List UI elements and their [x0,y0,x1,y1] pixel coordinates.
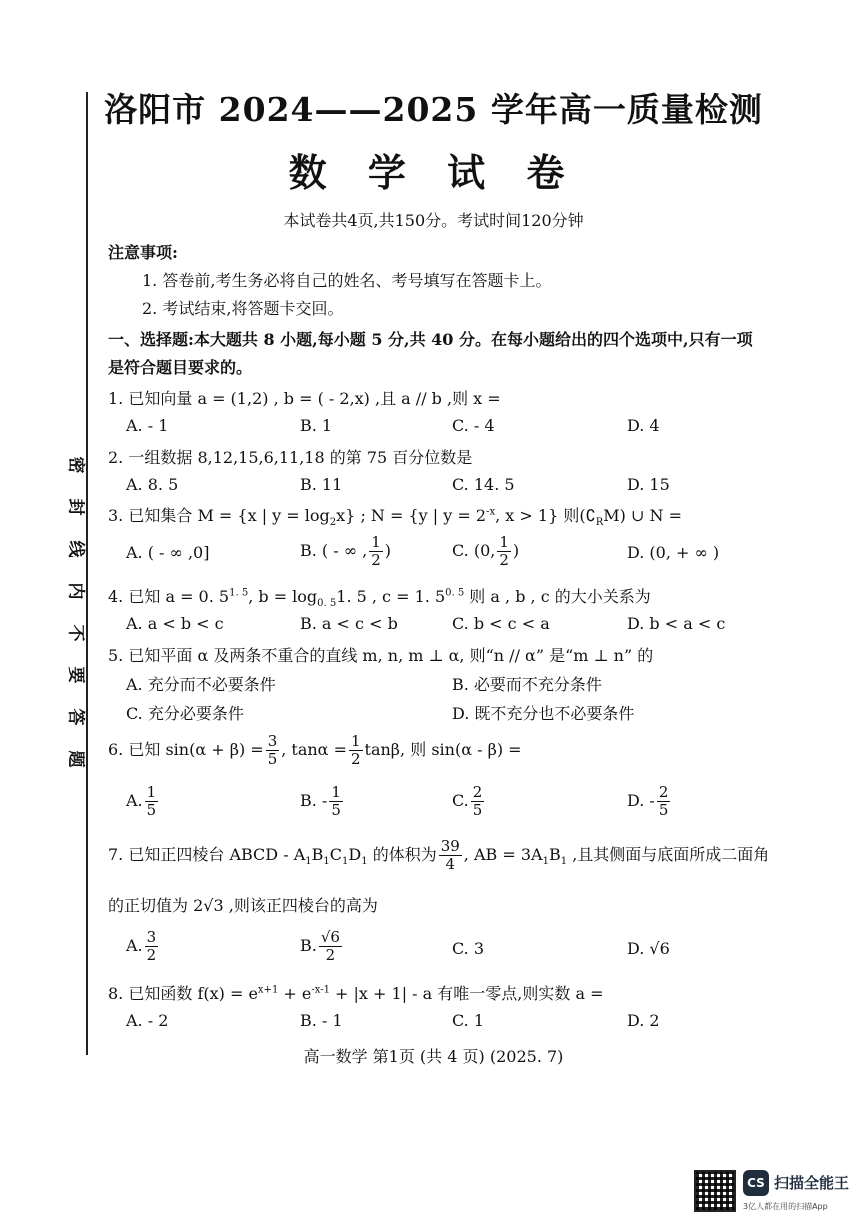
q3-option-b: B. ( - ∞ , $\frac{1}{2}$ ) [300,533,392,569]
q2-option-d: D. 15 [627,475,670,494]
q7-option-d: D. √6 [627,939,670,958]
side-char: 线 [65,540,85,558]
q3-option-a: A. ( - ∞ ,0] [126,543,210,562]
q8-option-a: A. - 2 [126,1011,169,1030]
q3-option-d: D. (0, + ∞ ) [627,543,720,562]
question-2-stem: 2. 一组数据 8,12,15,6,11,18 的第 75 百分位数是 [108,448,473,467]
q8-option-d: D. 2 [627,1011,660,1030]
exam-intro: 本试卷共4页,共150分。考试时间120分钟 [283,211,584,230]
question-5-stem: 5. 已知平面 α 及两条不重合的直线 m, n, m ⊥ α, 则“n // α” 是“m ⊥ n” 的 [108,646,654,665]
question-7-stem: 7. 已知正四棱台 ABCD - $A_1B_1C_1D_1$ 的体积为 $\frac{39}{4}$ , AB = $3A_1B_1$ ,且其侧面与底面所成二面角 [108,837,770,873]
side-char: 封 [65,498,85,516]
watermark-brand: 扫描全能王 [774,1174,850,1192]
q4-option-b: B. a < c < b [300,614,398,633]
watermark-slogan: 3亿人都在用的扫描App [743,1202,828,1211]
seal-line-notice [54,444,85,780]
exam-title: 洛阳市 2024——2025 学年高一质量检测 [104,90,763,129]
q4-option-c: C. b < c < a [452,614,550,633]
note-item-2: 2. 考试结束,将答题卡交回。 [142,299,344,318]
q7-option-c: C. 3 [452,939,485,958]
qr-code-icon [694,1170,736,1212]
question-1-stem: 1. 已知向量 a = (1,2) , b = ( - 2,x) ,且 a // b ,则 x = [108,389,501,408]
binding-line [86,92,88,1055]
q5-option-c: C. 充分必要条件 [126,704,244,723]
q5-option-a: A. 充分而不必要条件 [126,675,276,694]
q7-option-b: B. $\frac{√6}{2}$ [300,928,340,964]
q2-option-b: B. 11 [300,475,343,494]
q1-option-a: A. - 1 [126,416,169,435]
q6-option-d: D. - $\frac{2}{5}$ [627,783,669,819]
question-7-line2: 的正切值为 2√3 ,则该正四棱台的高为 [108,896,378,915]
question-6-stem: 6. 已知 sin(α + β) = $\frac{3}{5}$ , tanα = $\frac{1}{2}$ tanβ, 则 sin(α - β) = [108,732,522,768]
q8-option-b: B. - 1 [300,1011,343,1030]
q6-option-a: A. $\frac{1}{5}$ [126,783,157,819]
note-item-1: 1. 答卷前,考生务必将自己的姓名、考号填写在答题卡上。 [142,271,552,290]
side-char: 要 [65,666,85,684]
q6-option-b: B. - $\frac{1}{5}$ [300,783,341,819]
q2-option-c: C. 14. 5 [452,475,515,494]
section-heading-line1: 一、选择题:本大题共 8 小题,每小题 5 分,共 40 分。在每小题给出的四个选项中,只有一项 [108,330,753,349]
q6-option-c: C. $\frac{2}{5}$ [452,783,483,819]
question-8-stem: 8. 已知函数 $f(x) = e^{x+1} + e^{-x-1} + |x + 1| - a$ 有唯一零点,则实数 a = [108,984,604,1003]
camscanner-logo-icon: CS [743,1170,769,1196]
q2-option-a: A. 8. 5 [126,475,179,494]
exam-subject: 数 学 试 卷 [288,150,579,195]
q3-option-c: C. (0, $\frac{1}{2}$ ) [452,533,520,569]
notes-heading: 注意事项: [108,243,178,262]
side-char: 内 [65,582,85,600]
q7-option-a: A. $\frac{3}{2}$ [126,928,157,964]
section-heading-line2: 是符合题目要求的。 [108,358,253,377]
q4-option-d: D. b < a < c [627,614,726,633]
q5-option-b: B. 必要而不充分条件 [452,675,602,694]
side-char: 答 [65,708,85,726]
q5-option-d: D. 既不充分也不必要条件 [452,704,635,723]
side-char: 密 [65,456,85,474]
question-4-stem: 4. 已知 a = 0. $5^{1. 5}$, $b = \log_{0. 5}1$. 5 , c = 1. $5^{0. 5}$ 则 a , b , c 的大小关系为 [108,587,651,610]
q1-option-b: B. 1 [300,416,333,435]
q8-option-c: C. 1 [452,1011,485,1030]
side-char: 不 [65,624,85,642]
page-footer: 高一数学 第1页 (共 4 页) (2025. 7) [303,1047,564,1066]
q4-option-a: A. a < b < c [126,614,224,633]
side-char: 题 [65,750,85,768]
q1-option-c: C. - 4 [452,416,495,435]
q1-option-d: D. 4 [627,416,660,435]
question-3-stem: 3. 已知集合 M = {x | $y = \log_2x$} ; N = {y | $y = 2^{-x}$, x > 1} 则$(∁_RM)$ ∪ N = [108,506,682,529]
